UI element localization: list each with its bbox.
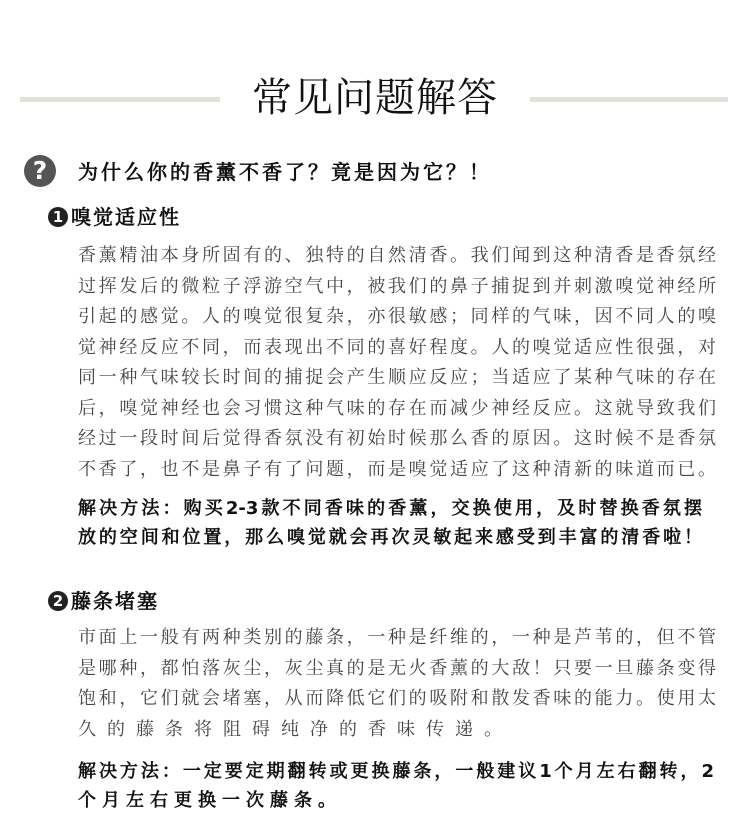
number-2-icon: 2 xyxy=(48,591,68,611)
solution-line: 个月左右更换一次藤条。 xyxy=(78,790,342,811)
body-line: 同一种气味较长时间的捕捉会产生顺应反应；当适应了某种气味的存在 xyxy=(78,367,716,388)
page-title: 常见问题解答 xyxy=(252,75,498,121)
body-line: 不香了，也不是鼻子有了问题，而是嗅觉适应了这种清新的味道而已。 xyxy=(78,458,716,480)
solution-line: 解决方法：购买2-3款不同香味的香薰，交换使用，及时替换香氛摆 xyxy=(78,498,702,519)
body-line: 后，嗅觉神经也会习惯这种气味的存在而减少神经反应。这就导致我们 xyxy=(78,397,716,419)
body-line: 饱和，它们就会堵塞，从而降低它们的吸附和散发香味的能力。使用太 xyxy=(78,688,716,709)
section-2-body xyxy=(78,623,716,745)
number-1-icon: 1 xyxy=(48,207,68,227)
body-line: 过挥发后的微粒子浮游空气中，被我们的鼻子捕捉到并刺激嗅觉神经所 xyxy=(78,275,716,297)
body-line: 久的藤条将阻碍纯净的香味传递。 xyxy=(78,718,513,740)
body-line: 市面上一般有两种类别的藤条，一种是纤维的，一种是芦苇的，但不管 xyxy=(78,627,716,648)
solution-line: 放的空间和位置，那么嗅觉就会再次灵敏起来感受到丰富的清香啦！ xyxy=(78,527,702,548)
section-2-heading xyxy=(48,587,159,615)
section-1-solution xyxy=(78,494,702,552)
section-2-solution xyxy=(78,757,714,815)
section-1-heading xyxy=(48,203,181,231)
section-1-body xyxy=(78,241,716,485)
body-line: 香薰精油本身所固有的、独特的自然清香。我们闻到这种清香是香氛经 xyxy=(78,245,716,266)
section-2-title: 藤条堵塞 xyxy=(71,589,159,613)
body-line: 是哪种，都怕落灰尘，灰尘真的是无火香薰的大敌！只要一旦藤条变得 xyxy=(78,657,716,679)
body-line: 觉神经反应不同，而表现出不同的喜好程度。人的嗅觉适应性很强，对 xyxy=(78,336,716,358)
body-line: 经过一段时间后觉得香氛没有初始时候那么香的原因。这时候不是香氛 xyxy=(78,428,716,449)
solution-line: 解决方法：一定要定期翻转或更换藤条，一般建议1个月左右翻转，2 xyxy=(78,761,714,782)
question-circle-icon: ? xyxy=(24,155,56,187)
section-1-title: 嗅觉适应性 xyxy=(71,205,181,229)
question-heading: 为什么你的香薰不香了？竟是因为它？！ xyxy=(78,160,492,184)
body-line: 引起的感觉。人的嗅觉很复杂，亦很敏感；同样的气味，因不同人的嗅 xyxy=(78,306,716,327)
